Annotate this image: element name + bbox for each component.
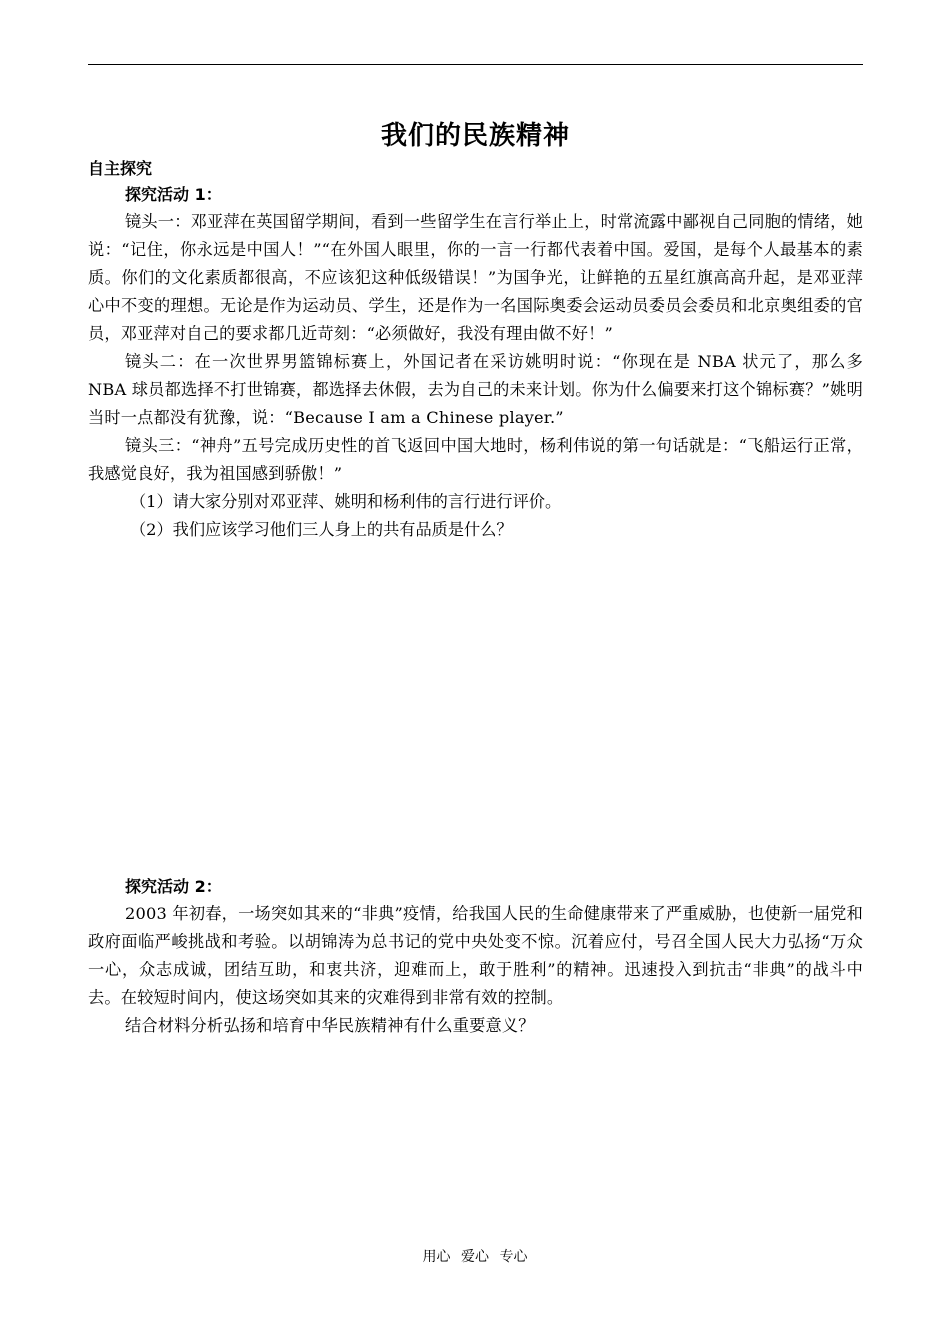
activity-1-heading: 探究活动 1： [125, 185, 222, 204]
answer-space [88, 544, 863, 874]
sars-paragraph: 2003 年初春，一场突如其来的“非典”疫情，给我国人民的生命健康带来了严重威胁，也使新一届党和政府面临严峻挑战和考验。以胡锦涛为总书记的党中央处变不惊。沉着应付，号召全国人民大力弘扬“万众一心，众志成诚，团结互助，和衷共济，迎难而上，敢于胜利”的精神。迅速投入到抗击“非典”的战斗中去。在较短时间内，使这场突如其来的灾难得到非常有效的控制。 [88, 904, 863, 1007]
section-heading: 自主探究 [88, 159, 153, 178]
activity-2-question: 结合材料分析弘扬和培育中华民族精神有什么重要意义？ [125, 1016, 535, 1035]
page-footer: 用心 爱心 专心 [422, 1249, 528, 1265]
scene-2-paragraph: 镜头二：在一次世界男篮锦标赛上，外国记者在采访姚明时说：“你现在是 NBA 状元了，那么多 NBA 球员都选择不打世锦赛，都选择去休假，去为自己的未来计划。你为什么偏要来打这个锦标赛？”姚明当时一点都没有犹豫，说：“Because I am a Chinese player.” [88, 352, 863, 427]
scene-1-paragraph: 镜头一：邓亚萍在英国留学期间，看到一些留学生在言行举止上，时常流露中鄙视自己同胞的情绪，她说：“记住，你永远是中国人！”“在外国人眼里，你的一言一行都代表着中国。爱国，是每个人最基本的素质。你们的文化素质都很高，不应该犯这种低级错误！”为国争光，让鲜艳的五星红旗高高升起，是邓亚萍心中不变的理想。无论是作为运动员、学生，还是作为一名国际奥委会运动员委员会委员和北京奥组委的官员，邓亚萍对自己的要求都几近苛刻：“必须做好，我没有理由做不好！” [88, 212, 863, 343]
question-2: （2）我们应该学习他们三人身上的共有品质是什么？ [130, 520, 513, 539]
question-1: （1）请大家分别对邓亚萍、姚明和杨利伟的言行进行评价。 [130, 492, 562, 511]
document-title: 我们的民族精神 [380, 121, 570, 151]
scene-3-paragraph: 镜头三：“神舟”五号完成历史性的首飞返回中国大地时，杨利伟说的第一句话就是：“飞船运行正常，我感觉良好，我为祖国感到骄傲！” [88, 436, 863, 483]
activity-1 [88, 182, 863, 544]
document-body [88, 118, 863, 1040]
header-rule [88, 64, 863, 65]
activity-2-heading: 探究活动 2： [125, 877, 222, 896]
activity-2 [88, 874, 863, 1040]
